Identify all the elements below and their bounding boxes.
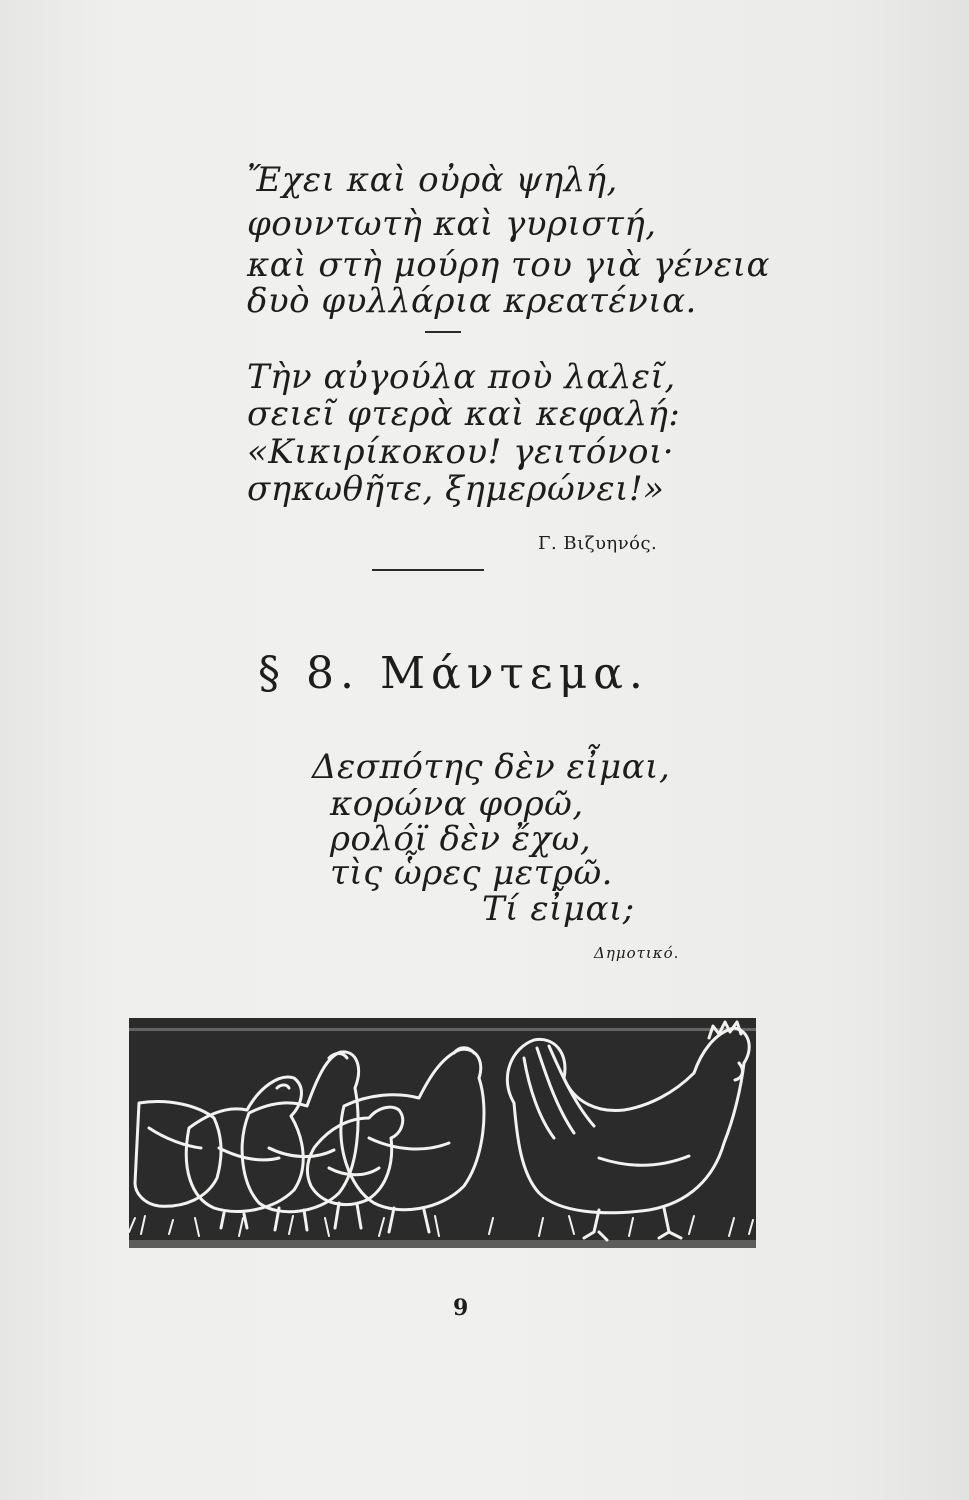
verse-line: «Κικιρίκοκου! γειτόνοι· [247, 432, 675, 472]
riddle-line: ρολόϊ δὲν ἔχω, [330, 819, 592, 859]
verse-line: φουντωτὴ καὶ γυριστή, [247, 204, 657, 244]
verse-line: Ἔχει καὶ οὐρὰ ψηλή, [247, 160, 618, 200]
riddle-line: Δεσπότης δὲν εἶμαι, [312, 747, 671, 787]
riddle-question: Τί εἶμαι; [482, 889, 635, 929]
page-number: 9 [453, 1295, 469, 1321]
chickens-woodcut-icon [129, 1018, 756, 1248]
riddle-line: τὶς ὧρες μετρῶ. [330, 853, 613, 893]
stanza-divider [425, 331, 461, 333]
verse-line: σειεῖ φτερὰ καὶ κεφαλή: [247, 394, 681, 434]
riddle-source: Δημοτικό. [594, 944, 680, 962]
verse-line: δυὸ φυλλάρια κρεατένια. [247, 281, 697, 321]
section-heading: § 8. Μάντεμα. [258, 648, 649, 699]
verse-line: σηκωθῆτε, ξημερώνει!» [247, 469, 665, 509]
section-divider [372, 569, 484, 571]
riddle-line: κορώνα φορῶ, [330, 784, 584, 824]
woodcut-illustration [129, 1018, 756, 1248]
poem-author: Γ. Βιζυηνός. [538, 533, 658, 554]
verse-line: Τὴν αὐγούλα ποὺ λαλεῖ, [247, 357, 676, 397]
verse-line: καὶ στὴ μούρη του γιὰ γένεια [247, 245, 770, 285]
